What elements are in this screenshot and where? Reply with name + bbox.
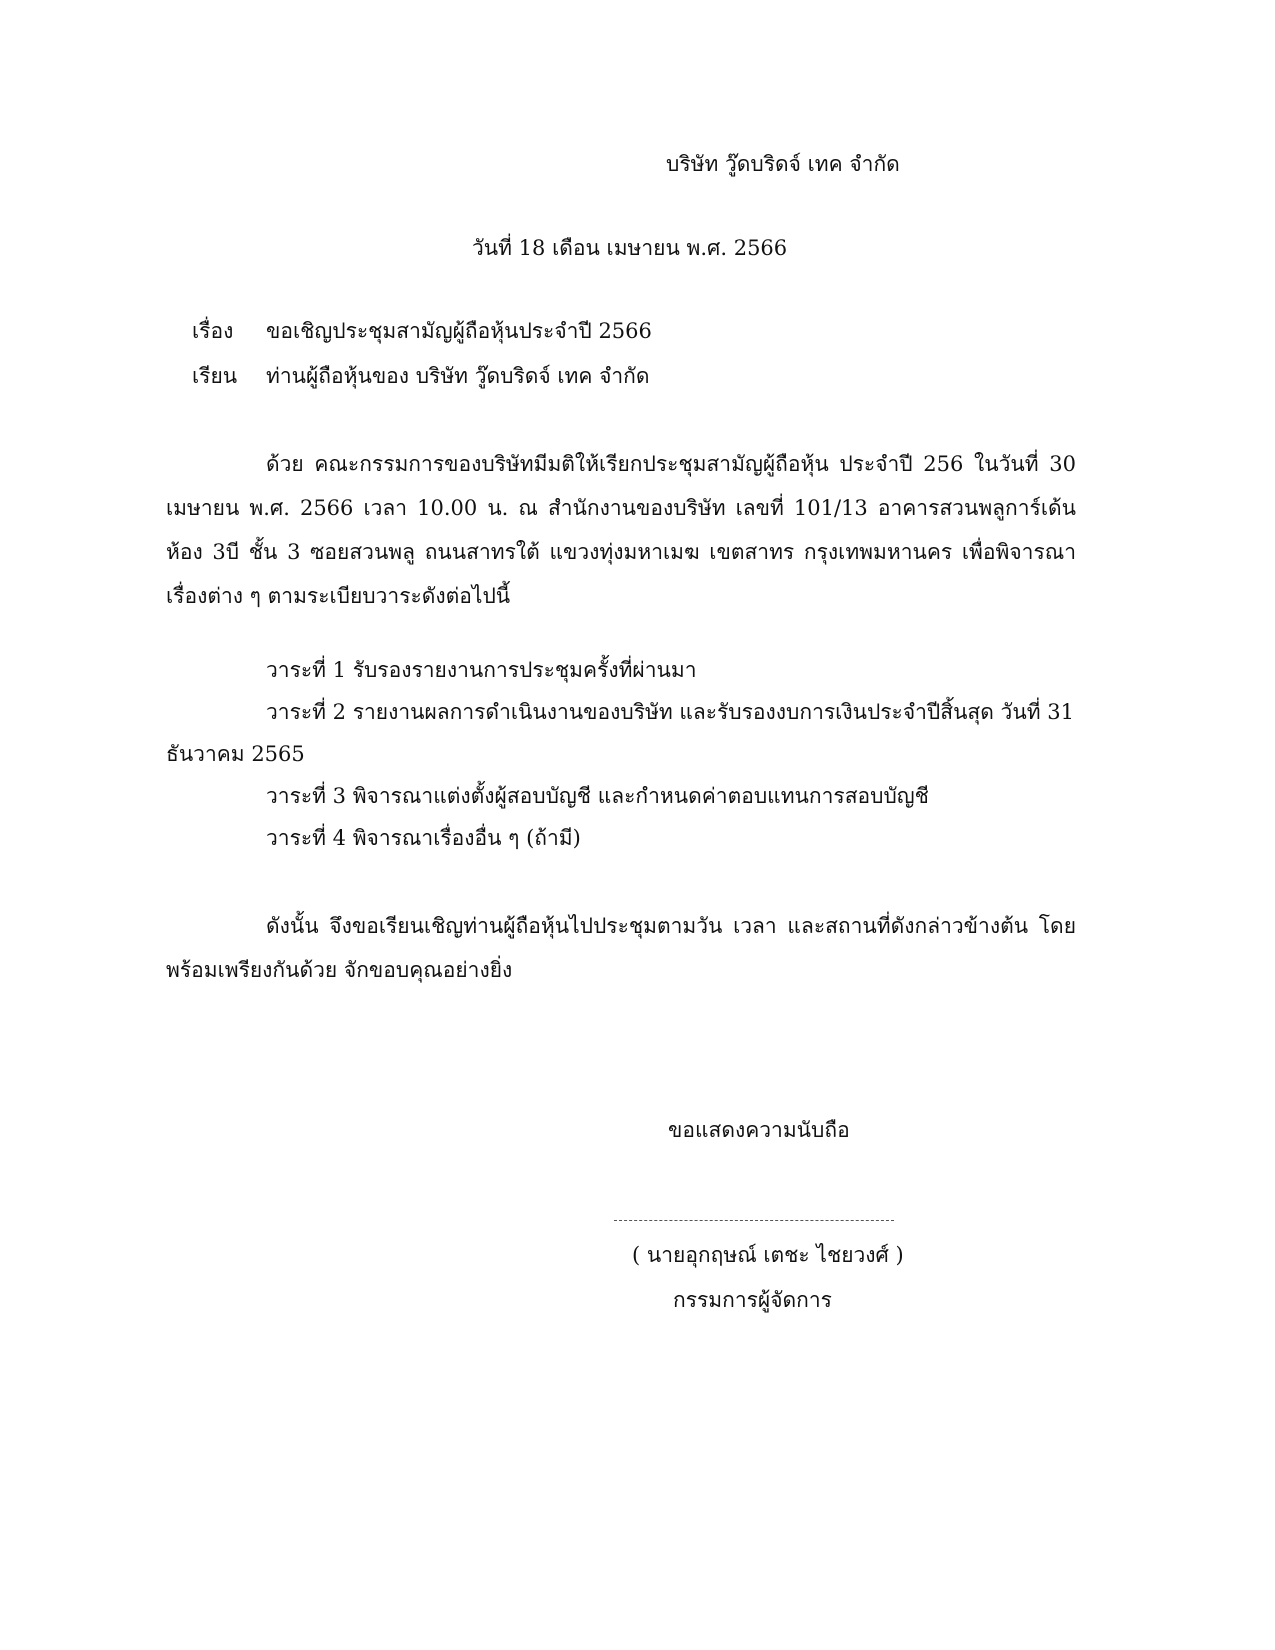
subject-label: เรื่อง [192, 319, 234, 343]
signature-line [614, 1220, 894, 1221]
agenda-item-1: วาระที่ 1 รับรองรายงานการประชุมครั้งที่ผ่านมา [266, 658, 697, 682]
agenda-item-4: วาระที่ 4 พิจารณาเรื่องอื่น ๆ (ถ้ามี) [266, 826, 581, 850]
signer-title: กรรมการผู้จัดการ [673, 1288, 832, 1312]
recipient-label: เรียน [192, 364, 238, 388]
letter-date: วันที่ 18 เดือน เมษายน พ.ศ. 2566 [472, 236, 788, 260]
signer-name: ( นายอุกฤษณ์ เตชะ ไชยวงศ์ ) [632, 1243, 904, 1267]
recipient-text: ท่านผู้ถือหุ้นของ บริษัท วู๊ดบริดจ์ เทค จำกัด [266, 364, 650, 388]
agenda-item-2-continuation: ธันวาคม 2565 [166, 742, 305, 766]
subject-text: ขอเชิญประชุมสามัญผู้ถือหุ้นประจำปี 2566 [266, 319, 652, 343]
agenda-item-3: วาระที่ 3 พิจารณาแต่งตั้งผู้สอบบัญชี และกำหนดค่าตอบแทนการสอบบัญชี [266, 784, 929, 808]
closing-paragraph: ดังนั้น จึงขอเรียนเชิญท่านผู้ถือหุ้นไปประชุมตามวัน เวลา และสถานที่ดังกล่าวข้างต้น โดยพร้อมเพรียงกันด้วย จักขอบคุณอย่างยิ่ง [166, 914, 1076, 982]
agenda-item-2: วาระที่ 2 รายงานผลการดำเนินงานของบริษัท และรับรองงบการเงินประจำปีสิ้นสุด วันที่ 31 [266, 700, 1074, 724]
regards-text: ขอแสดงความนับถือ [668, 1118, 850, 1142]
company-name-header: บริษัท วู๊ดบริดจ์ เทค จำกัด [666, 152, 900, 176]
intro-paragraph: ด้วย คณะกรรมการของบริษัทมีมติให้เรียกประชุมสามัญผู้ถือหุ้น ประจำปี 256 ในวันที่ 30 เมษายน พ.ศ. 2566 เวลา 10.00 น. ณ สำนักงานของบริษัท เลขที่ 101/13 อาคารสวนพลูการ์เด้น ห้อง 3บี ชั้น 3 ซอยสวนพลู ถนนสาทรใต้ แขวงทุ่งมหาเมฆ เขตสาทร กรุงเทพมหานคร เพื่อพิจารณาเรื่องต่าง ๆ ตามระเบียบวาระดังต่อไปนี้ [166, 452, 1076, 608]
